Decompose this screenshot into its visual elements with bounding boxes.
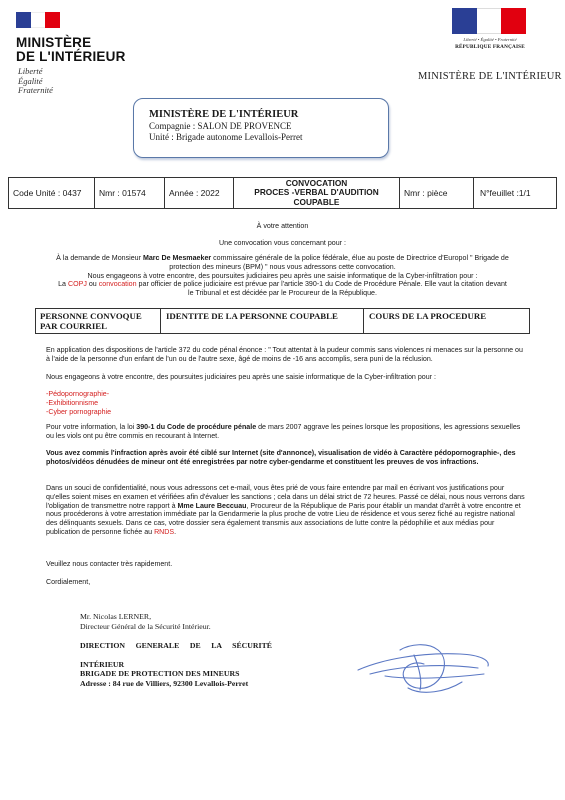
annee-cell: Année : 2022: [165, 178, 234, 208]
intro-p2-line1: La COPJ ou convocation par officier de police judiciaire est prévue par l'article 390-1 du Code de Procédure Pénale. Elle vaut la citation devant: [58, 280, 507, 289]
cordial-line: Cordialement,: [46, 578, 91, 586]
convocation-link[interactable]: convocation: [98, 280, 137, 289]
republic-label: RÉPUBLIQUE FRANÇAISE: [455, 44, 525, 50]
header-box-title: MINISTÈRE DE L'INTÉRIEUR: [149, 109, 299, 120]
motto-right: Liberté • Égalité • Fraternité: [463, 37, 517, 42]
motto-fraternite: Fraternité: [18, 85, 53, 95]
convocation-title: CONVOCATION: [285, 177, 348, 188]
intro-paragraph: [8, 254, 557, 298]
convocation-subtitle-2: COUPABLE: [293, 196, 340, 207]
numero-cell: Nmr : 01574: [95, 178, 165, 208]
infraction-paragraph: Vous avez commis l'infraction après avoir été ciblé sur Internet (site d'annonce), visualisation de vidéo à Caractère pédopornographie-, des photos/vidéos dénudées de mineur ont été enregistrées par notre cyber-gendarme et constituent les preuves de vos infractions.: [46, 449, 516, 466]
intro-p2-line2: le Tribunal et est décidée par le Procureur de la République.: [188, 289, 377, 298]
marianne-flag-logo-left: [16, 12, 60, 28]
header-box-unit: Unité : Brigade autonome Levallois-Perret: [149, 131, 303, 142]
convocation-subtitle: PROCES -VERBAL D'AUDITION: [254, 187, 379, 198]
list-item: -Exhibitionnisme: [46, 398, 99, 407]
motto-liberte: Liberté: [18, 66, 43, 76]
engage-paragraph: Nous engageons à votre encontre, des poursuites judiciaires peu après une saisie informatique de la Cyber-infiltration pour :: [46, 373, 436, 381]
header-box-company: Compagnie : SALON DE PROVENCE: [149, 121, 292, 131]
confidentiality-paragraph: Dans un souci de confidentialité, nous vous adressons cet e-mail, vous êtes prié de vous faire entendre par mail en écrivant vos justifications pour qu'elles soient mises en examen et vérifiées afin d'évaluer les sanctions ; cela dans un délai strict de 72 heures. Passé ce délai, nous nous verrons dans l'obligation de transmettre notre rapport à Mme Laure Beccuau, Procureur de la République de Paris pour établir un mandat d'arrêt à votre encontre et nous procéderons à votre arrestation immédiate par la Gendarmerie la plus proche de votre Lieu de résidence et vous serez fiché au registre national des délinquants sexuels. Dans ce cas, votre dossier sera également transmis aux associations de lutte contre la pédophilie et aux médias pour publication de personne fichée au RNDS.: [46, 484, 525, 536]
commissaire-name: Marc De Mesmaeker: [142, 254, 212, 262]
rnds-link[interactable]: RNDS: [154, 527, 175, 536]
ministry-line1: MINISTÈRE: [16, 35, 92, 50]
convocation-cell: [234, 178, 400, 208]
motto-left: [18, 67, 53, 96]
list-item: -Pédopornographie-: [46, 390, 110, 398]
direction-line2: INTÉRIEUR: [80, 660, 125, 669]
section-col-personne: PERSONNE CONVOQUE PAR COURRIEL: [36, 309, 161, 333]
procureur-name: Mme Laure Beccuau: [177, 501, 247, 510]
brigade-name: BRIGADE DE PROTECTION DES MINEURS: [80, 669, 240, 678]
info-table: [8, 177, 557, 209]
motto-egalite: Égalité: [18, 75, 43, 86]
signer-block: [80, 612, 211, 631]
intro-p1-line3: Nous engageons à votre encontre, des poursuites judiciaires peu après une saisie informatique de la Cyber-infiltration pour :: [87, 271, 478, 280]
article-paragraph: En application des dispositions de l'article 372 du code pénal énonce : " Tout attentat à la pudeur commis sans violences ni menaces sur la personne ou à l'aide de la personne d'un enfant de l'un ou de l'autre sexe, âgé de moins de -16 ans accomplis, sera puni de la réclusion.: [46, 346, 523, 363]
infraction-list: [46, 390, 526, 416]
list-item: -Cyber pornographie: [46, 407, 112, 416]
marianne-flag-logo-right: [452, 8, 526, 34]
ministry-logo-text-left: [16, 36, 126, 64]
handwritten-signature: [350, 630, 500, 700]
copj-link[interactable]: COPJ: [67, 280, 87, 289]
convocation-line: Une convocation vous concernant pour :: [219, 239, 346, 247]
ministry-line2: DE L'INTÉRIEUR: [16, 49, 126, 64]
section-col-identite: IDENTITE DE LA PERSONNE COUPABLE: [161, 309, 364, 333]
ministry-label-right: MINISTÈRE DE L'INTÉRIEUR: [418, 71, 562, 82]
law-reference: 390-1 du Code de procédure pénale: [136, 423, 257, 431]
brigade-address: Adresse : 84 rue de Villiers, 92300 Levallois-Perret: [80, 678, 249, 688]
brigade-block: [80, 669, 248, 689]
direction-line1: DIRECTION GENERALE DE LA SÉCURITÉ: [80, 641, 272, 650]
signer-name: Mr. Nicolas LERNER,: [80, 612, 152, 621]
contact-line: Veuillez nous contacter très rapidement.: [46, 560, 173, 568]
law-paragraph: Pour votre information, la loi 390-1 du Code de procédure pénale de mars 2007 aggrave les peines lorsque les propositions, les agressions sexuelles ou les viols ont pu être commis en recourant à Internet.: [46, 423, 521, 440]
section-col-procedure: COURS DE LA PROCEDURE: [369, 311, 487, 321]
feuillet-cell: N°feuillet :1/1: [480, 188, 531, 198]
ministry-header-box: [133, 98, 389, 158]
section-table: [35, 308, 530, 334]
code-unite-cell: Code Unité : 0437: [9, 178, 95, 208]
nmr-piece-cell: Nmr : pièce: [400, 178, 474, 208]
intro-p1-line2: protection des mineurs (BPM) " nous vous adressons cette convocation.: [169, 262, 396, 271]
attention-line: À votre attention: [256, 222, 309, 230]
signer-title: Directeur Général de la Sécurité Intérieur.: [80, 621, 211, 631]
intro-p1-line1: À la demande de Monsieur Marc De Mesmaeker commissaire générale de la police fédérale, élue au poste de Directrice d'Europol " Brigade de: [56, 254, 509, 262]
